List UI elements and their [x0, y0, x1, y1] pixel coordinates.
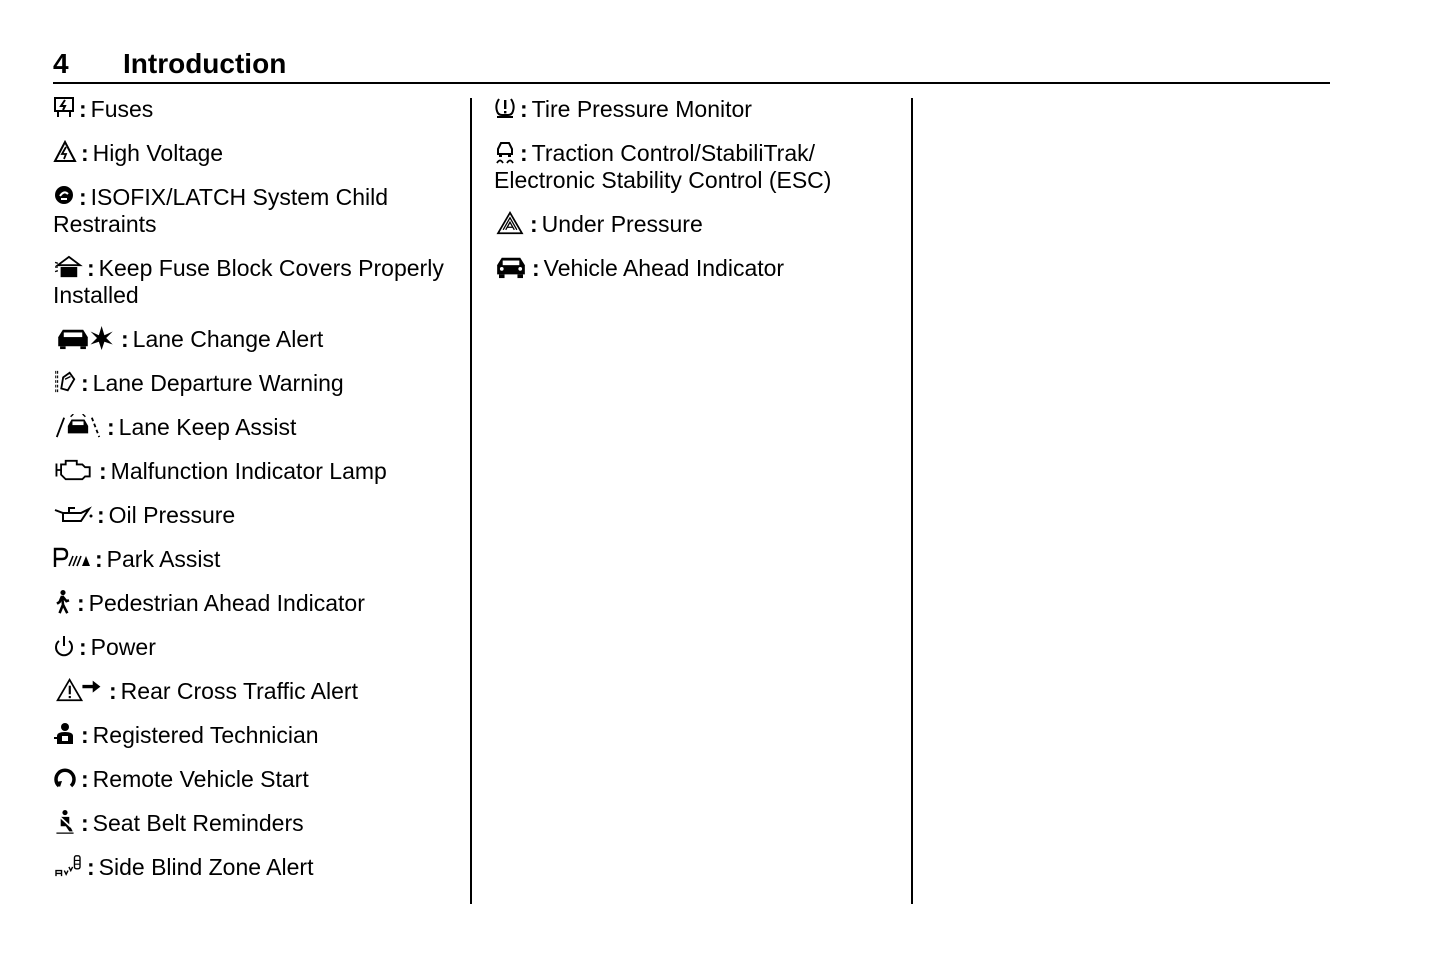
- separator: :: [81, 766, 89, 792]
- separator: :: [81, 810, 89, 836]
- symbol-label: Seat Belt Reminders: [92, 810, 304, 836]
- symbol-list-column-1: [53, 96, 458, 898]
- symbol-list-column-2: [494, 96, 894, 299]
- lane-change-alert-icon: [53, 326, 117, 350]
- symbol-label: High Voltage: [92, 140, 224, 166]
- symbol-label: Oil Pressure: [108, 502, 236, 528]
- traction-control-icon: [494, 140, 516, 164]
- malfunction-indicator-lamp-icon: [53, 458, 95, 482]
- symbol-entry-traction-control: [494, 140, 894, 194]
- symbol-entry-seat-belt-reminders: [53, 810, 458, 837]
- symbol-entry-fuses: [53, 96, 458, 123]
- symbol-label: Power: [90, 634, 156, 660]
- column-divider: [911, 98, 913, 904]
- tire-pressure-monitor-icon: [494, 96, 516, 120]
- column-divider: [470, 98, 472, 904]
- symbol-label: Keep Fuse Block Covers Properly Installed: [53, 255, 444, 308]
- separator: :: [79, 634, 87, 660]
- symbol-label: Traction Control/StabiliTrak/ Electronic Stability Control (ESC): [494, 140, 832, 193]
- isofix-latch-icon: [53, 184, 75, 208]
- symbol-label: Fuses: [90, 96, 154, 122]
- symbol-label: Registered Technician: [92, 722, 319, 748]
- symbol-entry-vehicle-ahead: [494, 255, 894, 282]
- page-header: [53, 46, 1330, 84]
- oil-pressure-icon: [53, 502, 93, 526]
- separator: :: [87, 255, 95, 281]
- symbol-entry-park-assist: [53, 546, 458, 573]
- symbol-label: Remote Vehicle Start: [92, 766, 309, 792]
- symbol-entry-power: [53, 634, 458, 661]
- symbol-entry-remote-vehicle-start: [53, 766, 458, 793]
- side-blind-zone-alert-icon: [53, 854, 83, 878]
- symbol-label: Tire Pressure Monitor: [531, 96, 752, 122]
- symbol-label: Pedestrian Ahead Indicator: [88, 590, 365, 616]
- separator: :: [81, 140, 89, 166]
- symbol-label: Lane Departure Warning: [92, 370, 344, 396]
- symbol-entry-lane-departure-warning: [53, 370, 458, 397]
- symbol-entry-side-blind-zone-alert: [53, 854, 458, 881]
- symbol-label: Vehicle Ahead Indicator: [543, 255, 785, 281]
- separator: :: [87, 854, 95, 880]
- symbol-entry-lane-change-alert: [53, 326, 458, 353]
- symbol-label: Under Pressure: [541, 211, 703, 237]
- park-assist-icon: [53, 546, 91, 570]
- separator: :: [95, 546, 103, 572]
- symbol-entry-isofix: [53, 184, 458, 238]
- symbol-entry-fuse-block-covers: [53, 255, 458, 309]
- remote-vehicle-start-icon: [53, 766, 77, 790]
- symbol-entry-rear-cross-traffic-alert: [53, 678, 458, 705]
- separator: :: [97, 502, 105, 528]
- symbol-entry-oil-pressure: [53, 502, 458, 529]
- separator: :: [520, 96, 528, 122]
- fuses-icon: [53, 96, 75, 120]
- symbol-entry-tire-pressure-monitor: [494, 96, 894, 123]
- lane-keep-assist-icon: [53, 414, 103, 438]
- separator: :: [532, 255, 540, 281]
- separator: :: [81, 370, 89, 396]
- symbol-label: Park Assist: [106, 546, 221, 572]
- fuse-block-cover-icon: [53, 255, 83, 279]
- symbol-label: ISOFIX/LATCH System Child Restraints: [53, 184, 389, 237]
- registered-technician-icon: [53, 722, 77, 746]
- section-title: Introduction: [123, 48, 287, 79]
- symbol-label: Rear Cross Traffic Alert: [120, 678, 358, 704]
- symbol-label: Lane Change Alert: [132, 326, 324, 352]
- separator: :: [79, 184, 87, 210]
- symbol-label: Malfunction Indicator Lamp: [110, 458, 387, 484]
- rear-cross-traffic-alert-icon: [53, 678, 105, 702]
- separator: :: [99, 458, 107, 484]
- separator: :: [520, 140, 528, 166]
- separator: :: [530, 211, 538, 237]
- symbol-entry-pedestrian-ahead: [53, 590, 458, 617]
- symbol-entry-lane-keep-assist: [53, 414, 458, 441]
- symbol-entry-under-pressure: [494, 211, 894, 238]
- page-number: 4: [53, 48, 69, 79]
- power-icon: [53, 634, 75, 658]
- under-pressure-icon: [494, 211, 526, 235]
- separator: :: [79, 96, 87, 122]
- high-voltage-icon: [53, 140, 77, 164]
- separator: :: [77, 590, 85, 616]
- seat-belt-reminder-icon: [53, 810, 77, 834]
- separator: :: [121, 326, 129, 352]
- symbol-entry-high-voltage: [53, 140, 458, 167]
- vehicle-ahead-icon: [494, 255, 528, 279]
- separator: :: [109, 678, 117, 704]
- symbol-entry-registered-technician: [53, 722, 458, 749]
- symbol-label: Lane Keep Assist: [118, 414, 297, 440]
- pedestrian-ahead-icon: [53, 590, 73, 614]
- symbol-entry-malfunction-indicator-lamp: [53, 458, 458, 485]
- lane-departure-warning-icon: [53, 370, 77, 394]
- symbol-label: Side Blind Zone Alert: [98, 854, 314, 880]
- separator: :: [81, 722, 89, 748]
- separator: :: [107, 414, 115, 440]
